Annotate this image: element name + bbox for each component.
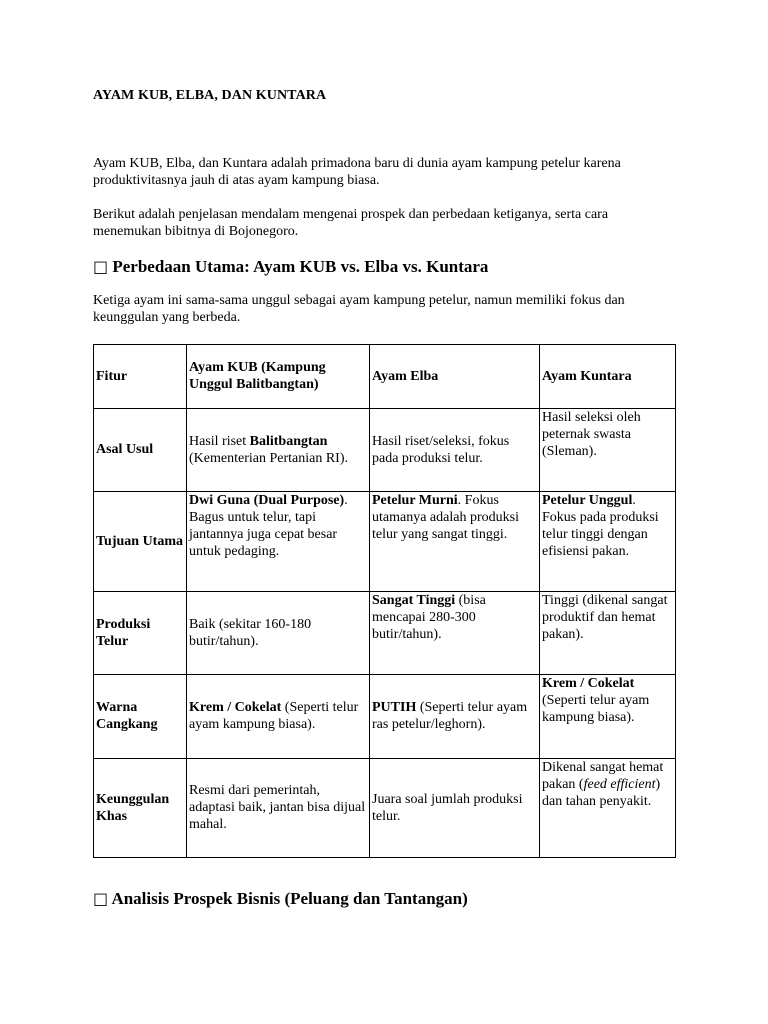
cell-kub: Hasil riset Balitbangtan (Kementerian Pertanian RI).	[187, 409, 370, 492]
cell-kuntara: Krem / Cokelat (Seperti telur ayam kampung biasa).	[540, 675, 676, 759]
section-heading-text: Perbedaan Utama: Ayam KUB vs. Elba vs. Kuntara	[112, 257, 489, 276]
cell-elba: Sangat Tinggi (bisa mencapai 280-300 butir/tahun).	[370, 592, 540, 675]
cell-elba: Petelur Murni. Fokus utamanya adalah produksi telur yang sangat tinggi.	[370, 492, 540, 592]
cell-elba: PUTIH (Seperti telur ayam ras petelur/leghorn).	[370, 675, 540, 759]
missing-glyph-icon: □	[93, 889, 109, 908]
header-cell-fitur: Fitur	[94, 345, 187, 409]
cell-kuntara: Petelur Unggul. Fokus pada produksi telur tinggi dengan efisiensi pakan.	[540, 492, 676, 592]
table-row	[94, 409, 676, 492]
table-row	[94, 492, 676, 592]
differences-intro-paragraph: Ketiga ayam ini sama-sama unggul sebagai ayam kampung petelur, namun memiliki fokus dan keunggulan yang berbeda.	[93, 293, 625, 325]
missing-glyph-icon: □	[93, 257, 109, 276]
section-heading-differences	[93, 257, 488, 277]
cell-kub: Resmi dari pemerintah, adaptasi baik, jantan bisa dijual mahal.	[187, 759, 370, 858]
row-label: Produksi Telur	[94, 592, 187, 675]
row-label: Keunggulan Khas	[94, 759, 187, 858]
cell-elba: Hasil riset/seleksi, fokus pada produksi telur.	[370, 409, 540, 492]
section-heading-business	[93, 889, 468, 909]
row-label: Asal Usul	[94, 409, 187, 492]
cell-kub: Dwi Guna (Dual Purpose). Bagus untuk telur, tapi jantannya juga cepat besar untuk pedaging.	[187, 492, 370, 592]
header-cell-elba: Ayam Elba	[370, 345, 540, 409]
cell-kuntara: Tinggi (dikenal sangat produktif dan hemat pakan).	[540, 592, 676, 675]
header-cell-kuntara: Ayam Kuntara	[540, 345, 676, 409]
document-title: AYAM KUB, ELBA, DAN KUNTARA	[93, 88, 327, 103]
table-row	[94, 759, 676, 858]
intro-paragraph: Ayam KUB, Elba, dan Kuntara adalah primadona baru di dunia ayam kampung petelur karena produktivitasnya jauh di atas ayam kampung biasa.	[93, 156, 621, 188]
cell-kub: Baik (sekitar 160-180 butir/tahun).	[187, 592, 370, 675]
table-row	[94, 592, 676, 675]
table-header-row	[94, 345, 676, 409]
cell-kuntara: Hasil seleksi oleh peternak swasta (Sleman).	[540, 409, 676, 492]
cell-kuntara: Dikenal sangat hemat pakan (feed efficient) dan tahan penyakit.	[540, 759, 676, 858]
section-heading-text: Analisis Prospek Bisnis (Peluang dan Tantangan)	[111, 889, 468, 908]
table-row	[94, 675, 676, 759]
comparison-table	[93, 344, 676, 858]
row-label: Warna Cangkang	[94, 675, 187, 759]
explanation-paragraph: Berikut adalah penjelasan mendalam mengenai prospek dan perbedaan ketiganya, serta cara menemukan bibitnya di Bojonegoro.	[93, 207, 609, 239]
header-cell-kub: Ayam KUB (Kampung Unggul Balitbangtan)	[187, 345, 370, 409]
cell-elba: Juara soal jumlah produksi telur.	[370, 759, 540, 858]
cell-kub: Krem / Cokelat (Seperti telur ayam kampung biasa).	[187, 675, 370, 759]
row-label: Tujuan Utama	[94, 492, 187, 592]
